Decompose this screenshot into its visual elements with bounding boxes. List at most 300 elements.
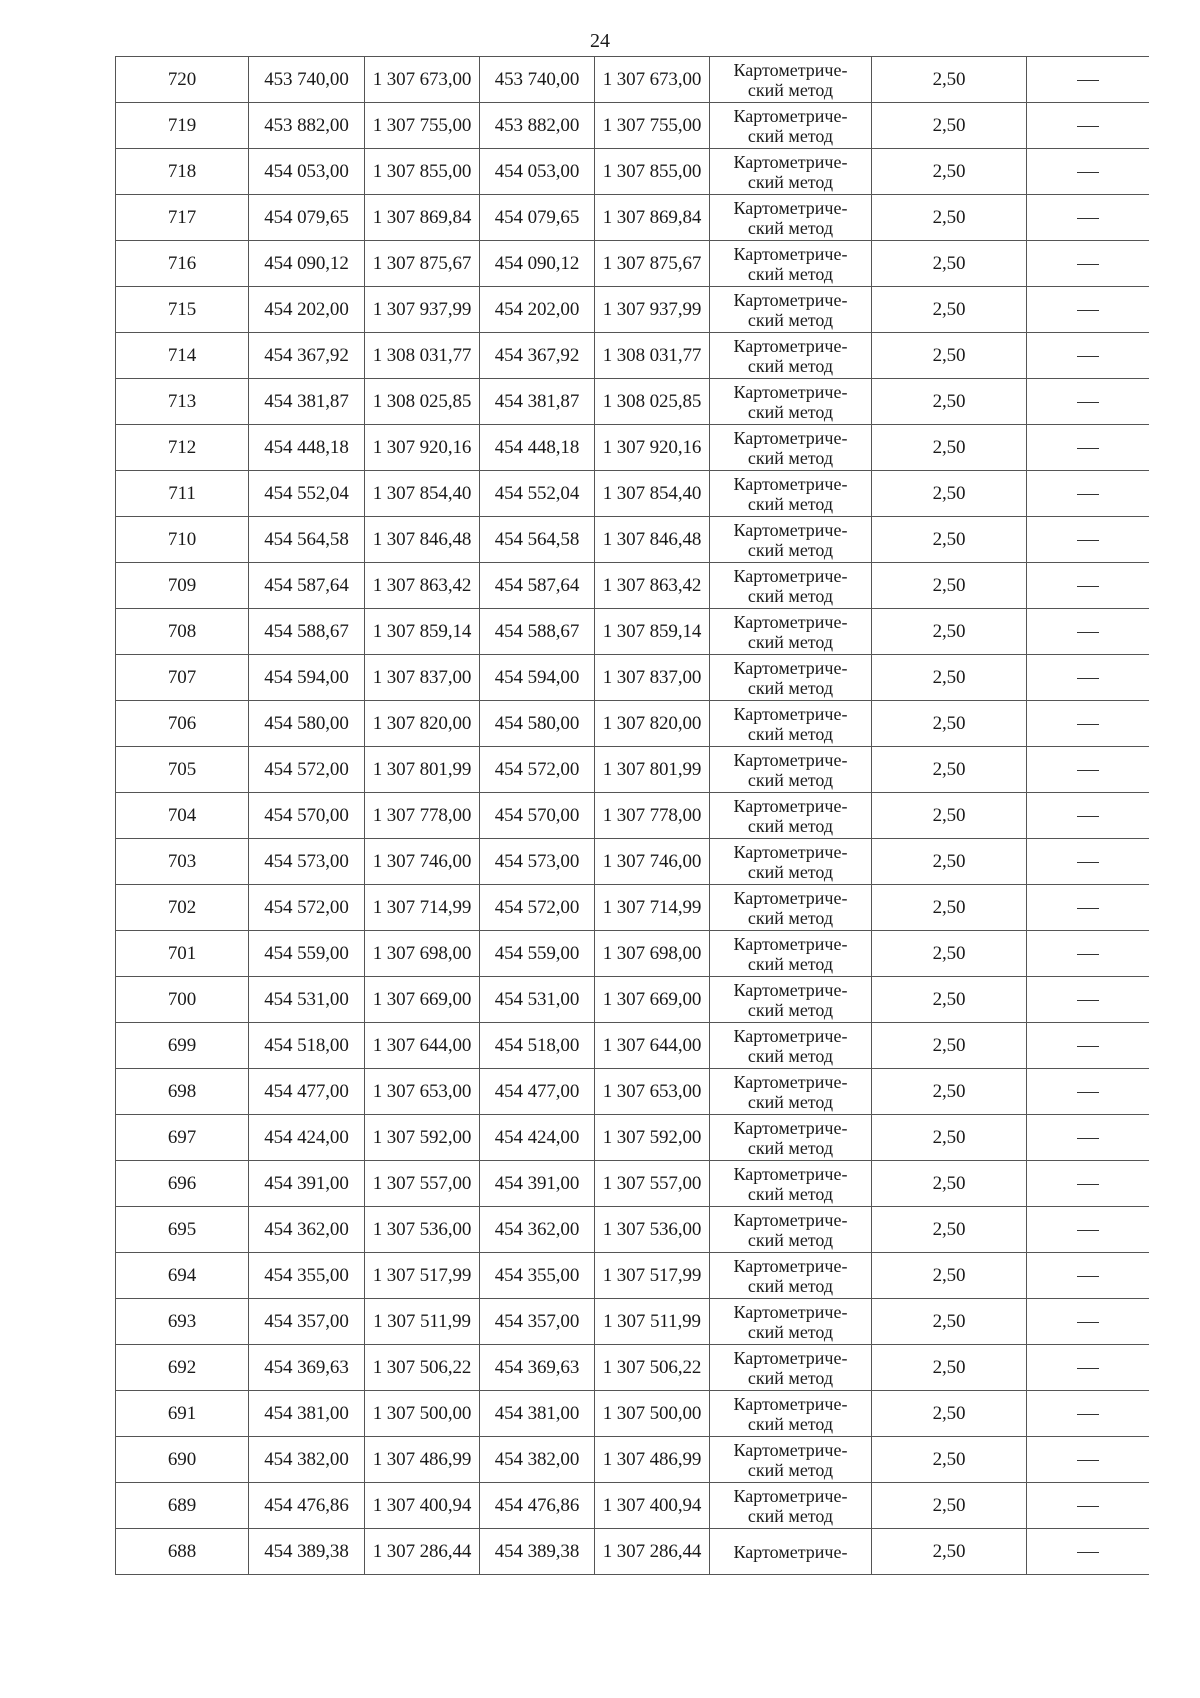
y-refined-cell: 1 307 855,00 bbox=[595, 149, 710, 195]
y-refined-cell: 1 307 536,00 bbox=[595, 1207, 710, 1253]
point-number-cell: 707 bbox=[116, 655, 249, 701]
y-existing-cell: 1 307 669,00 bbox=[365, 977, 480, 1023]
x-existing-cell: 454 552,04 bbox=[249, 471, 365, 517]
y-refined-cell: 1 308 025,85 bbox=[595, 379, 710, 425]
accuracy-cell: 2,50 bbox=[872, 977, 1027, 1023]
table-row bbox=[116, 1529, 1150, 1575]
dash-mark bbox=[1077, 218, 1099, 220]
method-cell: Картометриче- ский метод bbox=[710, 885, 872, 931]
coordinates-table bbox=[115, 56, 1149, 1575]
y-existing-cell: 1 307 855,00 bbox=[365, 149, 480, 195]
accuracy-cell: 2,50 bbox=[872, 1115, 1027, 1161]
dash-mark bbox=[1077, 632, 1099, 634]
dash-mark bbox=[1077, 862, 1099, 864]
dash-mark bbox=[1077, 1000, 1099, 1002]
point-number-cell: 698 bbox=[116, 1069, 249, 1115]
y-refined-cell: 1 307 592,00 bbox=[595, 1115, 710, 1161]
dash-mark bbox=[1077, 126, 1099, 128]
y-existing-cell: 1 307 653,00 bbox=[365, 1069, 480, 1115]
x-refined-cell: 453 740,00 bbox=[480, 57, 595, 103]
dash-mark bbox=[1077, 1368, 1099, 1370]
x-existing-cell: 454 381,00 bbox=[249, 1391, 365, 1437]
accuracy-cell: 2,50 bbox=[872, 333, 1027, 379]
y-refined-cell: 1 307 863,42 bbox=[595, 563, 710, 609]
y-refined-cell: 1 308 031,77 bbox=[595, 333, 710, 379]
x-refined-cell: 453 882,00 bbox=[480, 103, 595, 149]
x-existing-cell: 454 362,00 bbox=[249, 1207, 365, 1253]
y-existing-cell: 1 307 937,99 bbox=[365, 287, 480, 333]
note-cell bbox=[1027, 333, 1150, 379]
method-cell: Картометриче- ский метод bbox=[710, 57, 872, 103]
y-existing-cell: 1 307 837,00 bbox=[365, 655, 480, 701]
note-cell bbox=[1027, 563, 1150, 609]
note-cell bbox=[1027, 977, 1150, 1023]
note-cell bbox=[1027, 1529, 1150, 1575]
table-row bbox=[116, 379, 1150, 425]
note-cell bbox=[1027, 57, 1150, 103]
accuracy-cell: 2,50 bbox=[872, 517, 1027, 563]
x-existing-cell: 453 740,00 bbox=[249, 57, 365, 103]
y-refined-cell: 1 307 854,40 bbox=[595, 471, 710, 517]
note-cell bbox=[1027, 839, 1150, 885]
note-cell bbox=[1027, 1207, 1150, 1253]
table-row bbox=[116, 609, 1150, 655]
table-row bbox=[116, 563, 1150, 609]
accuracy-cell: 2,50 bbox=[872, 149, 1027, 195]
x-refined-cell: 454 079,65 bbox=[480, 195, 595, 241]
accuracy-cell: 2,50 bbox=[872, 57, 1027, 103]
table-row bbox=[116, 885, 1150, 931]
y-existing-cell: 1 307 875,67 bbox=[365, 241, 480, 287]
table-row bbox=[116, 1483, 1150, 1529]
y-existing-cell: 1 307 854,40 bbox=[365, 471, 480, 517]
method-cell: Картометриче- ский метод bbox=[710, 425, 872, 471]
table-row bbox=[116, 149, 1150, 195]
note-cell bbox=[1027, 1345, 1150, 1391]
accuracy-cell: 2,50 bbox=[872, 701, 1027, 747]
method-cell: Картометриче- ский метод bbox=[710, 563, 872, 609]
x-refined-cell: 454 362,00 bbox=[480, 1207, 595, 1253]
y-existing-cell: 1 307 511,99 bbox=[365, 1299, 480, 1345]
table-row bbox=[116, 1207, 1150, 1253]
y-refined-cell: 1 307 486,99 bbox=[595, 1437, 710, 1483]
table-row bbox=[116, 1161, 1150, 1207]
x-existing-cell: 454 572,00 bbox=[249, 885, 365, 931]
accuracy-cell: 2,50 bbox=[872, 1161, 1027, 1207]
x-existing-cell: 454 476,86 bbox=[249, 1483, 365, 1529]
y-refined-cell: 1 307 511,99 bbox=[595, 1299, 710, 1345]
dash-mark bbox=[1077, 678, 1099, 680]
table-row bbox=[116, 793, 1150, 839]
point-number-cell: 696 bbox=[116, 1161, 249, 1207]
x-refined-cell: 454 587,64 bbox=[480, 563, 595, 609]
x-existing-cell: 454 079,65 bbox=[249, 195, 365, 241]
method-cell: Картометриче- ский метод bbox=[710, 1161, 872, 1207]
y-refined-cell: 1 307 801,99 bbox=[595, 747, 710, 793]
x-existing-cell: 454 448,18 bbox=[249, 425, 365, 471]
dash-mark bbox=[1077, 448, 1099, 450]
point-number-cell: 702 bbox=[116, 885, 249, 931]
note-cell bbox=[1027, 195, 1150, 241]
table-row bbox=[116, 1345, 1150, 1391]
method-cell: Картометриче- ский метод bbox=[710, 609, 872, 655]
accuracy-cell: 2,50 bbox=[872, 287, 1027, 333]
dash-mark bbox=[1077, 1184, 1099, 1186]
point-number-cell: 712 bbox=[116, 425, 249, 471]
accuracy-cell: 2,50 bbox=[872, 655, 1027, 701]
table-row bbox=[116, 1115, 1150, 1161]
x-refined-cell: 454 369,63 bbox=[480, 1345, 595, 1391]
accuracy-cell: 2,50 bbox=[872, 1207, 1027, 1253]
y-existing-cell: 1 307 755,00 bbox=[365, 103, 480, 149]
note-cell bbox=[1027, 1161, 1150, 1207]
accuracy-cell: 2,50 bbox=[872, 1483, 1027, 1529]
y-existing-cell: 1 307 778,00 bbox=[365, 793, 480, 839]
dash-mark bbox=[1077, 954, 1099, 956]
method-cell: Картометриче- ский метод bbox=[710, 977, 872, 1023]
point-number-cell: 705 bbox=[116, 747, 249, 793]
dash-mark bbox=[1077, 1276, 1099, 1278]
table-row bbox=[116, 1253, 1150, 1299]
x-refined-cell: 454 552,04 bbox=[480, 471, 595, 517]
point-number-cell: 709 bbox=[116, 563, 249, 609]
y-refined-cell: 1 307 937,99 bbox=[595, 287, 710, 333]
y-existing-cell: 1 307 746,00 bbox=[365, 839, 480, 885]
coordinates-table-container bbox=[115, 56, 1149, 1630]
method-cell: Картометриче- ский метод bbox=[710, 1299, 872, 1345]
note-cell bbox=[1027, 287, 1150, 333]
method-cell: Картометриче- ский метод bbox=[710, 1069, 872, 1115]
x-existing-cell: 454 424,00 bbox=[249, 1115, 365, 1161]
accuracy-cell: 2,50 bbox=[872, 1069, 1027, 1115]
point-number-cell: 700 bbox=[116, 977, 249, 1023]
note-cell bbox=[1027, 1023, 1150, 1069]
x-existing-cell: 454 355,00 bbox=[249, 1253, 365, 1299]
x-existing-cell: 454 588,67 bbox=[249, 609, 365, 655]
point-number-cell: 691 bbox=[116, 1391, 249, 1437]
y-refined-cell: 1 307 820,00 bbox=[595, 701, 710, 747]
y-refined-cell: 1 307 557,00 bbox=[595, 1161, 710, 1207]
point-number-cell: 697 bbox=[116, 1115, 249, 1161]
x-existing-cell: 454 531,00 bbox=[249, 977, 365, 1023]
table-row bbox=[116, 425, 1150, 471]
dash-mark bbox=[1077, 172, 1099, 174]
y-existing-cell: 1 307 714,99 bbox=[365, 885, 480, 931]
method-cell: Картометриче- ский метод bbox=[710, 839, 872, 885]
method-cell: Картометриче- ский метод bbox=[710, 1023, 872, 1069]
dash-mark bbox=[1077, 1506, 1099, 1508]
dash-mark bbox=[1077, 540, 1099, 542]
point-number-cell: 694 bbox=[116, 1253, 249, 1299]
x-existing-cell: 454 587,64 bbox=[249, 563, 365, 609]
page-number: 24 bbox=[590, 30, 610, 52]
x-existing-cell: 454 564,58 bbox=[249, 517, 365, 563]
x-existing-cell: 454 559,00 bbox=[249, 931, 365, 977]
dash-mark bbox=[1077, 1092, 1099, 1094]
x-existing-cell: 454 580,00 bbox=[249, 701, 365, 747]
point-number-cell: 695 bbox=[116, 1207, 249, 1253]
x-existing-cell: 454 369,63 bbox=[249, 1345, 365, 1391]
x-existing-cell: 454 594,00 bbox=[249, 655, 365, 701]
y-refined-cell: 1 307 517,99 bbox=[595, 1253, 710, 1299]
x-refined-cell: 454 090,12 bbox=[480, 241, 595, 287]
accuracy-cell: 2,50 bbox=[872, 563, 1027, 609]
point-number-cell: 690 bbox=[116, 1437, 249, 1483]
accuracy-cell: 2,50 bbox=[872, 425, 1027, 471]
y-existing-cell: 1 307 644,00 bbox=[365, 1023, 480, 1069]
x-refined-cell: 454 202,00 bbox=[480, 287, 595, 333]
note-cell bbox=[1027, 793, 1150, 839]
point-number-cell: 710 bbox=[116, 517, 249, 563]
accuracy-cell: 2,50 bbox=[872, 839, 1027, 885]
method-cell: Картометриче- ский метод bbox=[710, 241, 872, 287]
point-number-cell: 715 bbox=[116, 287, 249, 333]
x-refined-cell: 454 381,00 bbox=[480, 1391, 595, 1437]
table-row bbox=[116, 977, 1150, 1023]
x-refined-cell: 454 053,00 bbox=[480, 149, 595, 195]
point-number-cell: 693 bbox=[116, 1299, 249, 1345]
x-existing-cell: 454 053,00 bbox=[249, 149, 365, 195]
accuracy-cell: 2,50 bbox=[872, 1391, 1027, 1437]
table-row bbox=[116, 103, 1150, 149]
y-existing-cell: 1 307 673,00 bbox=[365, 57, 480, 103]
method-cell: Картометриче- ский метод bbox=[710, 1483, 872, 1529]
dash-mark bbox=[1077, 264, 1099, 266]
table-row bbox=[116, 333, 1150, 379]
accuracy-cell: 2,50 bbox=[872, 241, 1027, 287]
note-cell bbox=[1027, 1437, 1150, 1483]
table-row bbox=[116, 655, 1150, 701]
point-number-cell: 720 bbox=[116, 57, 249, 103]
note-cell bbox=[1027, 655, 1150, 701]
y-refined-cell: 1 307 673,00 bbox=[595, 57, 710, 103]
y-existing-cell: 1 307 500,00 bbox=[365, 1391, 480, 1437]
method-cell: Картометриче- ский метод bbox=[710, 379, 872, 425]
x-existing-cell: 454 381,87 bbox=[249, 379, 365, 425]
x-refined-cell: 454 477,00 bbox=[480, 1069, 595, 1115]
x-existing-cell: 454 367,92 bbox=[249, 333, 365, 379]
accuracy-cell: 2,50 bbox=[872, 471, 1027, 517]
point-number-cell: 708 bbox=[116, 609, 249, 655]
method-cell: Картометриче- ский метод bbox=[710, 747, 872, 793]
method-cell: Картометриче- ский метод bbox=[710, 1391, 872, 1437]
table-row bbox=[116, 1023, 1150, 1069]
point-number-cell: 688 bbox=[116, 1529, 249, 1575]
x-refined-cell: 454 564,58 bbox=[480, 517, 595, 563]
dash-mark bbox=[1077, 724, 1099, 726]
x-refined-cell: 454 476,86 bbox=[480, 1483, 595, 1529]
x-existing-cell: 454 477,00 bbox=[249, 1069, 365, 1115]
method-cell: Картометриче- ский метод bbox=[710, 655, 872, 701]
method-cell: Картометриче- ский метод bbox=[710, 103, 872, 149]
note-cell bbox=[1027, 379, 1150, 425]
x-refined-cell: 454 381,87 bbox=[480, 379, 595, 425]
dash-mark bbox=[1077, 1138, 1099, 1140]
y-existing-cell: 1 307 859,14 bbox=[365, 609, 480, 655]
x-existing-cell: 454 391,00 bbox=[249, 1161, 365, 1207]
accuracy-cell: 2,50 bbox=[872, 885, 1027, 931]
dash-mark bbox=[1077, 586, 1099, 588]
note-cell bbox=[1027, 1253, 1150, 1299]
x-refined-cell: 454 531,00 bbox=[480, 977, 595, 1023]
y-refined-cell: 1 307 778,00 bbox=[595, 793, 710, 839]
dash-mark bbox=[1077, 1046, 1099, 1048]
point-number-cell: 714 bbox=[116, 333, 249, 379]
y-refined-cell: 1 307 669,00 bbox=[595, 977, 710, 1023]
y-existing-cell: 1 307 486,99 bbox=[365, 1437, 480, 1483]
y-refined-cell: 1 307 698,00 bbox=[595, 931, 710, 977]
accuracy-cell: 2,50 bbox=[872, 793, 1027, 839]
accuracy-cell: 2,50 bbox=[872, 1253, 1027, 1299]
x-existing-cell: 454 357,00 bbox=[249, 1299, 365, 1345]
accuracy-cell: 2,50 bbox=[872, 195, 1027, 241]
method-cell: Картометриче- ский метод bbox=[710, 149, 872, 195]
x-refined-cell: 454 448,18 bbox=[480, 425, 595, 471]
y-existing-cell: 1 307 536,00 bbox=[365, 1207, 480, 1253]
point-number-cell: 716 bbox=[116, 241, 249, 287]
x-refined-cell: 454 594,00 bbox=[480, 655, 595, 701]
dash-mark bbox=[1077, 1460, 1099, 1462]
note-cell bbox=[1027, 425, 1150, 471]
table-row bbox=[116, 701, 1150, 747]
dash-mark bbox=[1077, 80, 1099, 82]
x-existing-cell: 454 382,00 bbox=[249, 1437, 365, 1483]
method-cell: Картометриче- ский метод bbox=[710, 1253, 872, 1299]
y-existing-cell: 1 307 698,00 bbox=[365, 931, 480, 977]
accuracy-cell: 2,50 bbox=[872, 1299, 1027, 1345]
y-existing-cell: 1 307 592,00 bbox=[365, 1115, 480, 1161]
y-existing-cell: 1 307 557,00 bbox=[365, 1161, 480, 1207]
x-existing-cell: 454 570,00 bbox=[249, 793, 365, 839]
y-refined-cell: 1 307 846,48 bbox=[595, 517, 710, 563]
dash-mark bbox=[1077, 310, 1099, 312]
table-body bbox=[116, 57, 1150, 1575]
note-cell bbox=[1027, 931, 1150, 977]
note-cell bbox=[1027, 701, 1150, 747]
y-refined-cell: 1 307 746,00 bbox=[595, 839, 710, 885]
y-refined-cell: 1 307 506,22 bbox=[595, 1345, 710, 1391]
y-existing-cell: 1 307 517,99 bbox=[365, 1253, 480, 1299]
y-existing-cell: 1 307 400,94 bbox=[365, 1483, 480, 1529]
note-cell bbox=[1027, 1115, 1150, 1161]
dash-mark bbox=[1077, 908, 1099, 910]
x-existing-cell: 454 572,00 bbox=[249, 747, 365, 793]
y-refined-cell: 1 307 644,00 bbox=[595, 1023, 710, 1069]
x-refined-cell: 454 355,00 bbox=[480, 1253, 595, 1299]
table-row bbox=[116, 287, 1150, 333]
x-refined-cell: 454 382,00 bbox=[480, 1437, 595, 1483]
method-cell: Картометриче- ский метод bbox=[710, 517, 872, 563]
y-refined-cell: 1 307 837,00 bbox=[595, 655, 710, 701]
table-row bbox=[116, 931, 1150, 977]
x-existing-cell: 454 090,12 bbox=[249, 241, 365, 287]
table-row bbox=[116, 241, 1150, 287]
point-number-cell: 711 bbox=[116, 471, 249, 517]
y-refined-cell: 1 307 859,14 bbox=[595, 609, 710, 655]
point-number-cell: 689 bbox=[116, 1483, 249, 1529]
dash-mark bbox=[1077, 1552, 1099, 1554]
y-existing-cell: 1 307 286,44 bbox=[365, 1529, 480, 1575]
accuracy-cell: 2,50 bbox=[872, 1345, 1027, 1391]
y-existing-cell: 1 307 869,84 bbox=[365, 195, 480, 241]
point-number-cell: 718 bbox=[116, 149, 249, 195]
y-existing-cell: 1 308 025,85 bbox=[365, 379, 480, 425]
y-refined-cell: 1 307 714,99 bbox=[595, 885, 710, 931]
note-cell bbox=[1027, 747, 1150, 793]
accuracy-cell: 2,50 bbox=[872, 747, 1027, 793]
method-cell: Картометриче- bbox=[710, 1529, 872, 1575]
method-cell: Картометриче- ский метод bbox=[710, 793, 872, 839]
point-number-cell: 703 bbox=[116, 839, 249, 885]
method-cell: Картометриче- ский метод bbox=[710, 701, 872, 747]
x-refined-cell: 454 389,38 bbox=[480, 1529, 595, 1575]
x-refined-cell: 454 572,00 bbox=[480, 747, 595, 793]
x-refined-cell: 454 424,00 bbox=[480, 1115, 595, 1161]
note-cell bbox=[1027, 241, 1150, 287]
accuracy-cell: 2,50 bbox=[872, 379, 1027, 425]
x-existing-cell: 454 573,00 bbox=[249, 839, 365, 885]
method-cell: Картометриче- ский метод bbox=[710, 333, 872, 379]
accuracy-cell: 2,50 bbox=[872, 1023, 1027, 1069]
x-existing-cell: 454 518,00 bbox=[249, 1023, 365, 1069]
accuracy-cell: 2,50 bbox=[872, 1529, 1027, 1575]
table-row bbox=[116, 1069, 1150, 1115]
y-refined-cell: 1 307 875,67 bbox=[595, 241, 710, 287]
point-number-cell: 717 bbox=[116, 195, 249, 241]
point-number-cell: 704 bbox=[116, 793, 249, 839]
x-refined-cell: 454 570,00 bbox=[480, 793, 595, 839]
note-cell bbox=[1027, 471, 1150, 517]
dash-mark bbox=[1077, 1414, 1099, 1416]
x-existing-cell: 454 389,38 bbox=[249, 1529, 365, 1575]
table-row bbox=[116, 517, 1150, 563]
y-existing-cell: 1 308 031,77 bbox=[365, 333, 480, 379]
y-existing-cell: 1 307 801,99 bbox=[365, 747, 480, 793]
y-refined-cell: 1 307 755,00 bbox=[595, 103, 710, 149]
method-cell: Картометриче- ский метод bbox=[710, 1437, 872, 1483]
table-row bbox=[116, 195, 1150, 241]
point-number-cell: 713 bbox=[116, 379, 249, 425]
x-existing-cell: 453 882,00 bbox=[249, 103, 365, 149]
method-cell: Картометриче- ский метод bbox=[710, 1115, 872, 1161]
y-refined-cell: 1 307 500,00 bbox=[595, 1391, 710, 1437]
method-cell: Картометриче- ский метод bbox=[710, 1207, 872, 1253]
dash-mark bbox=[1077, 1230, 1099, 1232]
dash-mark bbox=[1077, 402, 1099, 404]
y-existing-cell: 1 307 863,42 bbox=[365, 563, 480, 609]
x-refined-cell: 454 357,00 bbox=[480, 1299, 595, 1345]
dash-mark bbox=[1077, 1322, 1099, 1324]
y-existing-cell: 1 307 506,22 bbox=[365, 1345, 480, 1391]
table-row bbox=[116, 747, 1150, 793]
dash-mark bbox=[1077, 816, 1099, 818]
accuracy-cell: 2,50 bbox=[872, 103, 1027, 149]
method-cell: Картометриче- ский метод bbox=[710, 471, 872, 517]
note-cell bbox=[1027, 609, 1150, 655]
point-number-cell: 701 bbox=[116, 931, 249, 977]
accuracy-cell: 2,50 bbox=[872, 931, 1027, 977]
method-cell: Картометриче- ский метод bbox=[710, 931, 872, 977]
y-existing-cell: 1 307 820,00 bbox=[365, 701, 480, 747]
table-row bbox=[116, 1437, 1150, 1483]
note-cell bbox=[1027, 103, 1150, 149]
point-number-cell: 692 bbox=[116, 1345, 249, 1391]
accuracy-cell: 2,50 bbox=[872, 609, 1027, 655]
note-cell bbox=[1027, 1069, 1150, 1115]
note-cell bbox=[1027, 517, 1150, 563]
note-cell bbox=[1027, 1391, 1150, 1437]
x-existing-cell: 454 202,00 bbox=[249, 287, 365, 333]
